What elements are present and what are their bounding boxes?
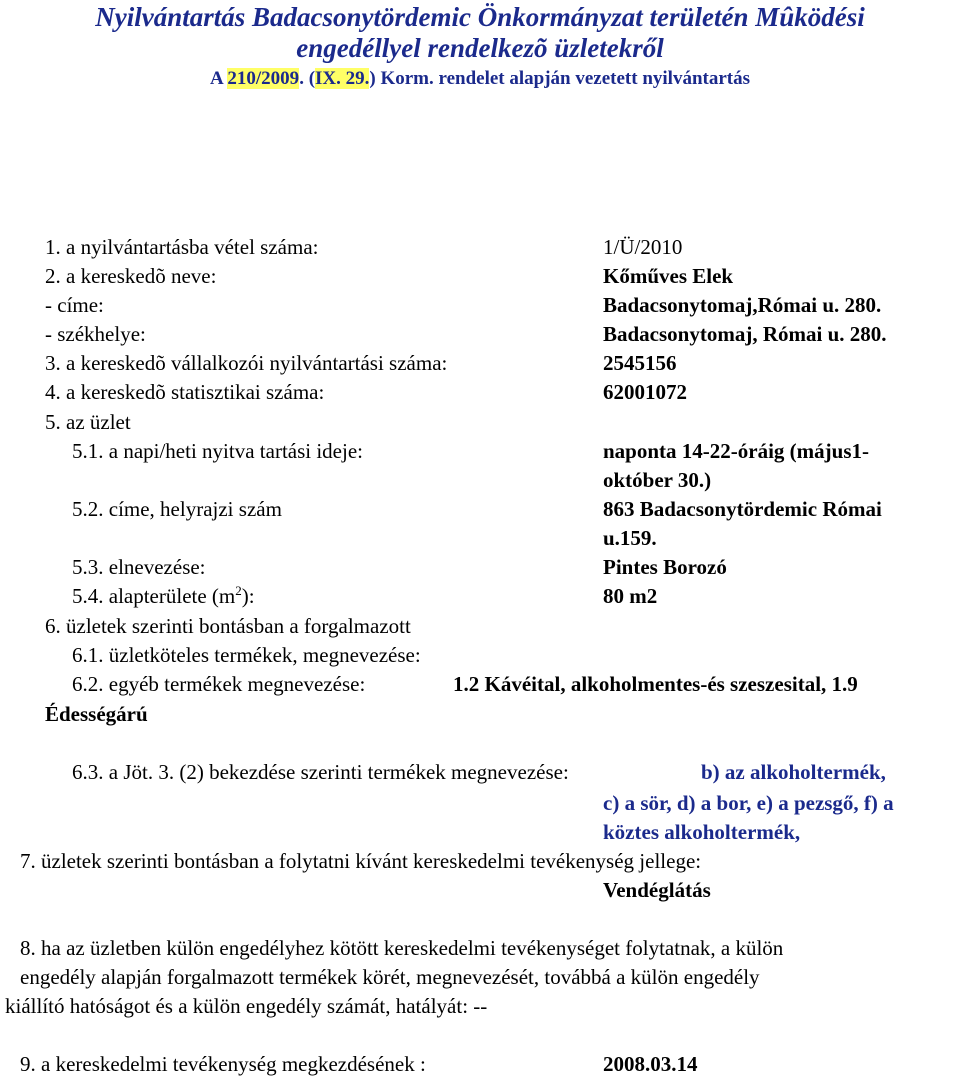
item-5-3-value: Pintes Borozó — [603, 555, 727, 579]
item-5-4-value: 80 m2 — [603, 584, 658, 608]
item-8-line-1: 8. ha az üzletben külön engedélyhez kötött kereskedelmi tevékenységet folytatnak, a külön — [20, 936, 784, 960]
item-5-1-value-line-2: október 30.) — [603, 468, 712, 492]
item-2-seat-label: - székhelye: — [45, 322, 146, 346]
item-5-2-label: 5.2. címe, helyrajzi szám — [72, 497, 282, 521]
subtitle-suffix: ) Korm. rendelet alapján vezetett nyilvántartás — [369, 68, 751, 89]
item-5-4-label-sup: 2 — [235, 583, 242, 598]
item-3-value: 2545156 — [603, 351, 677, 375]
subtitle-decree-date: IX. 29. — [315, 68, 370, 89]
document-subtitle — [0, 67, 960, 91]
item-5-4-label — [72, 582, 255, 610]
item-5-2-value-line-1: 863 Badacsonytördemic Római — [603, 497, 882, 521]
item-1-value: 1/Ü/2010 — [603, 235, 683, 259]
item-2-label: 2. a kereskedõ neve: — [45, 264, 217, 288]
item-6-2-value-line-1: 1.2 Kávéital, alkoholmentes-és szeszesital, 1.9 — [453, 672, 858, 696]
item-2-address-label: - címe: — [45, 293, 104, 317]
item-7-label: 7. üzletek szerinti bontásban a folytatni kívánt kereskedelmi tevékenység jellege: — [20, 849, 702, 873]
subtitle-mid: . ( — [299, 68, 316, 89]
item-5-1-label: 5.1. a napi/heti nyitva tartási ideje: — [72, 439, 363, 463]
item-6-2-label: 6.2. egyéb termékek megnevezése: — [72, 672, 366, 696]
item-2-seat-value: Badacsonytomaj, Római u. 280. — [603, 322, 887, 346]
subtitle-decree-number: 210/2009 — [227, 68, 300, 89]
item-5-label: 5. az üzlet — [45, 410, 131, 434]
item-3-label: 3. a kereskedõ vállalkozói nyilvántartási száma: — [45, 351, 448, 375]
item-8-line-3: kiállító hatóságot és a külön engedély számát, hatályát: -- — [5, 994, 488, 1018]
document-title-line-2: engedéllyel rendelkezõ üzletekről — [296, 33, 664, 63]
item-6-3-value-line-3: köztes alkoholtermék, — [603, 820, 801, 844]
subtitle-prefix: A — [209, 68, 228, 89]
item-2-value: Kőműves Elek — [603, 264, 734, 288]
item-6-1-label: 6.1. üzletköteles termékek, megnevezése: — [72, 643, 421, 667]
item-7-value: Vendéglátás — [603, 878, 711, 902]
item-5-2-value-line-2: u.159. — [603, 526, 657, 550]
item-6-2-value-line-2: Édességárú — [45, 702, 148, 726]
item-6-label: 6. üzletek szerinti bontásban a forgalmazott — [45, 614, 411, 638]
item-9-label: 9. a kereskedelmi tevékenység megkezdésének : — [20, 1052, 426, 1076]
document-title-line-1: Nyilvántartás Badacsonytördemic Önkormányzat területén Mûködési — [95, 2, 865, 32]
item-5-1-value-line-1: naponta 14-22-óráig (május1- — [603, 439, 869, 463]
item-6-3-label: 6.3. a Jöt. 3. (2) bekezdése szerinti termékek megnevezése: — [72, 760, 569, 784]
item-6-3-value-line-2: c) a sör, d) a bor, e) a pezsgő, f) a — [603, 791, 894, 815]
item-9-value: 2008.03.14 — [603, 1052, 698, 1076]
item-5-4-label-pre: 5.4. alapterülete (m — [72, 584, 236, 608]
item-8-line-2: engedély alapján forgalmazott termékek körét, megnevezését, továbbá a külön engedély — [20, 965, 760, 989]
item-6-3-value-line-1: b) az alkoholtermék, — [701, 760, 886, 784]
item-1-label: 1. a nyilvántartásba vétel száma: — [45, 235, 319, 259]
item-2-address-value: Badacsonytomaj,Római u. 280. — [603, 293, 882, 317]
item-5-3-label: 5.3. elnevezése: — [72, 555, 206, 579]
item-4-label: 4. a kereskedõ statisztikai száma: — [45, 380, 325, 404]
item-4-value: 62001072 — [603, 380, 687, 404]
item-5-4-label-post: ): — [241, 584, 255, 608]
